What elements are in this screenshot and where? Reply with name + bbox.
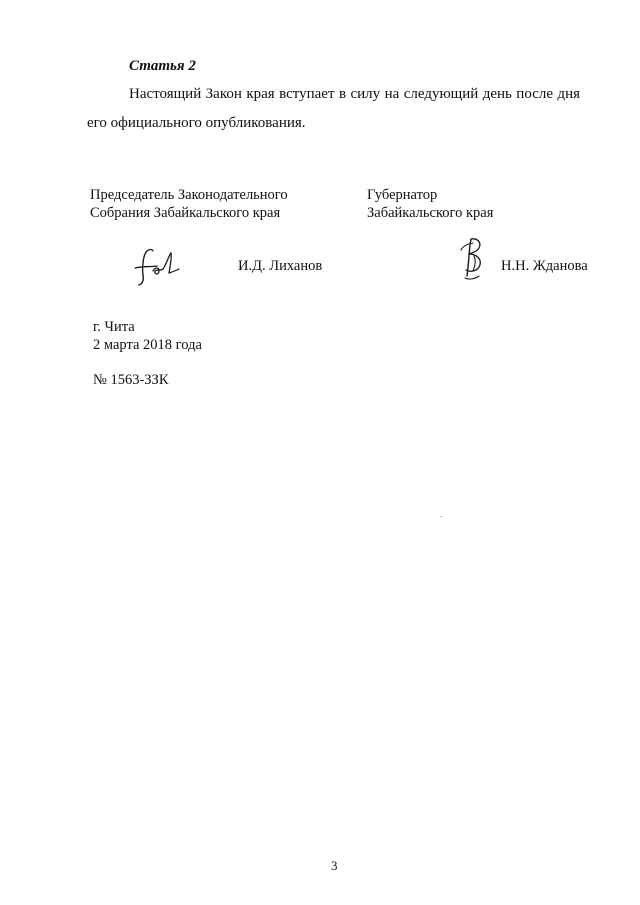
left-handwritten-signature: [133, 245, 181, 287]
left-signatory-title-line-1: Председатель Законодательного: [90, 187, 288, 203]
article-text-line-1: Настоящий Закон края вступает в силу на следующий день после дня: [129, 86, 580, 102]
right-signatory-title-line-1: Губернатор: [367, 187, 438, 203]
signing-city: г. Чита: [93, 319, 135, 335]
signing-date: 2 марта 2018 года: [93, 337, 202, 353]
page-number: 3: [331, 858, 338, 873]
right-signatory-name: Н.Н. Жданова: [501, 258, 588, 274]
right-signatory-title-line-2: Забайкальского края: [367, 205, 494, 221]
right-handwritten-signature: [457, 236, 491, 282]
article-heading: Статья 2: [129, 58, 196, 74]
law-number: № 1563-ЗЗК: [93, 372, 169, 388]
article-text-line-2: его официального опубликования.: [87, 115, 306, 131]
left-signatory-title-line-2: Собрания Забайкальского края: [90, 205, 281, 221]
left-signatory-name: И.Д. Лиханов: [238, 258, 323, 274]
scan-speck: [440, 516, 442, 517]
